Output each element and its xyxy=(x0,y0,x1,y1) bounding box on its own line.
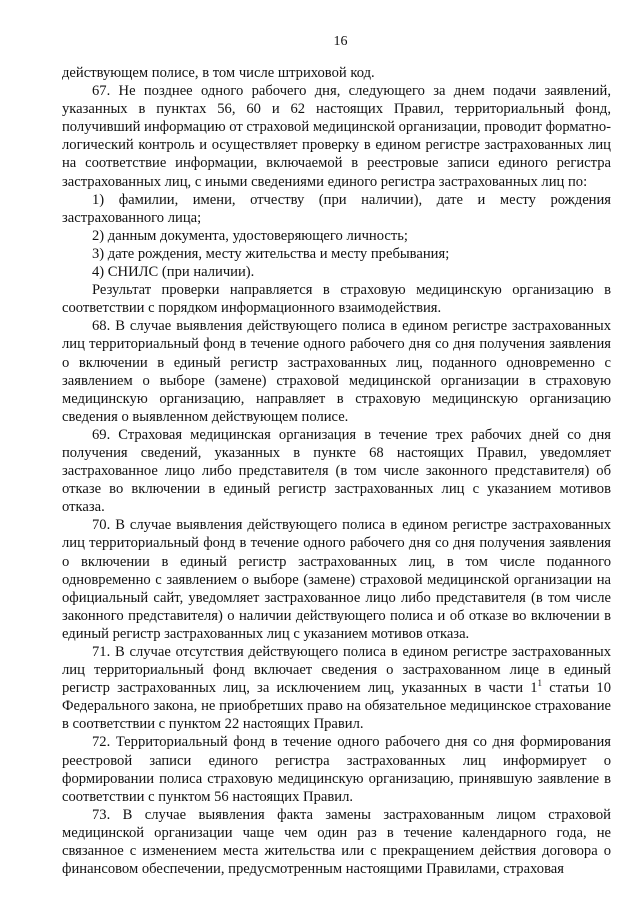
list-item-1: 1) фамилии, имени, отчеству (при наличии), дате и месту рождения застрахованного лица; xyxy=(62,191,611,226)
paragraph-71-text-a: 71. В случае отсутствия действующего полиса в едином регистре застрахованных лиц территориальный фонд включает сведения о застрахованном лице в единый регистр застрахованных лиц, за исключением лиц, указанных в части 1 xyxy=(62,644,611,697)
page-number: 16 xyxy=(333,34,348,49)
list-item-2: 2) данным документа, удостоверяющего личность; xyxy=(92,227,408,244)
paragraph-68: 68. В случае выявления действующего полиса в едином регистре застрахованных лиц территориальный фонд в течение одного рабочего дня со дня получения заявления о включении в единый регистр застрахованных лиц, поданного одновременно с заявлением о выборе (замене) страховой медицинской организации в страховую медицинскую организацию, направляет в страховую медицинскую организацию сведения о выявленном действующем полисе. xyxy=(62,318,611,425)
document-body xyxy=(62,64,611,878)
paragraph-71 xyxy=(62,643,611,733)
list-item-3: 3) дате рождения, месту жительства и месту пребывания; xyxy=(92,245,450,262)
paragraph-71-text-b: статьи 10 Федерального закона, не приобретших право на обязательное медицинское страхование в соответствии с пунктом 22 настоящих Правил. xyxy=(62,680,611,733)
paragraph-69: 69. Страховая медицинская организация в течение трех рабочих дней со дня получения сведений, указанных в пункте 68 настоящих Правил, уведомляет застрахованное лицо либо представителя (в том числе законного представителя) об отказе во включении в единый регистр застрахованных лиц с указанием мотивов отказа. xyxy=(62,426,611,516)
paragraph-70: 70. В случае выявления действующего полиса в едином регистре застрахованных лиц территориальный фонд в течение одного рабочего дня со дня получения заявления о включении в единый регистр застрахованных лиц, в том числе поданного одновременно с заявлением о выборе (замене) страховой медицинской организации на официальный сайт, уведомляет застрахованное лицо либо представителя (в том числе законного представителя) о наличии действующего полиса и об отказе во включении в единый регистр застрахованных лиц с указанием мотивов отказа. xyxy=(62,517,611,642)
superscript-marker: 1 xyxy=(537,678,543,689)
paragraph-67: 67. Не позднее одного рабочего дня, следующего за днем подачи заявлений, указанных в пунктах 56, 60 и 62 настоящих Правил, территориальный фонд, получивший информацию от страховой медицинской организации, проводит форматно-логический контроль и осуществляет проверку в едином регистре застрахованных лиц на соответствие информации, включаемой в реестровые записи единого регистра застрахованных лиц, с иными сведениями единого регистра застрахованных лиц по: xyxy=(62,83,611,190)
paragraph-73: 73. В случае выявления факта замены застрахованным лицом страховой медицинской организации чаще чем один раз в течение календарного года, не связанное с изменением места жительства или с прекращением действия договора о финансовом обеспечении, предусмотренным настоящими Правилами, страховая xyxy=(62,806,611,878)
paragraph-72: 72. Территориальный фонд в течение одного рабочего дня со дня формирования реестровой записи единого регистра застрахованных лиц информирует о формировании полиса страховую медицинскую организацию, принявшую заявление в соответствии с пунктом 56 настоящих Правил. xyxy=(62,734,611,805)
paragraph-66-continuation: действующем полисе, в том числе штриховой код. xyxy=(62,65,375,81)
paragraph-67-result: Результат проверки направляется в страховую медицинскую организацию в соответствии с порядком информационного взаимодействия. xyxy=(62,282,611,317)
list-item-4: 4) СНИЛС (при наличии). xyxy=(92,264,255,281)
